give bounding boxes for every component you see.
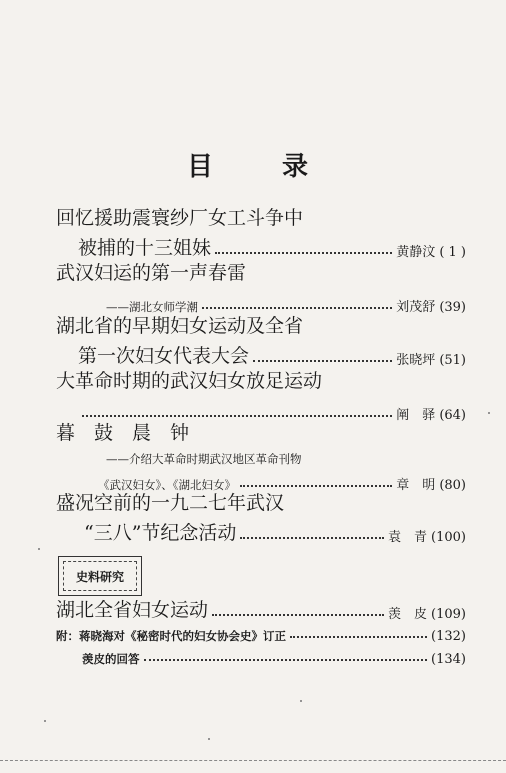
entry-title-cont: 被捕的十三姐妹: [78, 237, 212, 259]
section-heading-box: [58, 556, 142, 596]
dot-leader: [240, 537, 384, 539]
entry-author: 阐 驿: [396, 408, 436, 423]
entry-subtitle-2: 《武汉妇女》、《湖北妇女》: [98, 478, 236, 492]
entry-author: 黄静汶: [396, 245, 436, 260]
scan-speck: [488, 412, 490, 414]
entry-page: (51): [439, 353, 466, 368]
entry-author: 袁 青: [388, 530, 428, 545]
entry-line: [56, 643, 466, 667]
scan-edge: [0, 760, 506, 762]
dot-leader: [253, 360, 392, 362]
entry-author: 章 明: [396, 478, 436, 493]
entry-page: ( 1 ): [439, 245, 466, 260]
dot-leader: [215, 252, 392, 254]
entry-author: 张晓坪: [396, 353, 436, 368]
entry-page: (132): [431, 629, 466, 644]
entry-title: 武汉妇运的第一声春雷: [56, 262, 247, 284]
scan-speck: [44, 720, 46, 722]
entry-line: [56, 592, 466, 622]
scan-speck: [208, 738, 210, 740]
entry-title: 附：蒋晓海对《秘密时代的妇女协会史》订正: [56, 629, 286, 643]
entry-line: [56, 620, 466, 644]
entry-page: (80): [439, 478, 466, 493]
entry-subline: [56, 445, 466, 467]
toc-entry: [56, 485, 466, 545]
entry-title: 羡皮的回答: [82, 652, 140, 666]
entry-title: 大革命时期的武汉妇女放足运动: [56, 370, 323, 392]
scan-speck: [300, 700, 302, 702]
entry-subline: [56, 515, 466, 545]
scan-speck: [38, 548, 40, 550]
toc-entry: [56, 643, 466, 667]
toc-entry: [56, 620, 466, 644]
toc-entry: [56, 363, 466, 423]
entry-title: 湖北全省妇女运动: [56, 599, 209, 621]
entry-page: (39): [439, 300, 466, 315]
entry-subtitle: ——湖北女师学潮: [106, 300, 198, 314]
dot-leader: [290, 636, 427, 638]
entry-page: (64): [439, 408, 466, 423]
entry-title: 盛况空前的一九二七年武汉: [56, 492, 285, 514]
toc-entry: [56, 592, 466, 622]
entry-title: 回忆援助震寰纱厂女工斗争中: [56, 207, 304, 229]
entry-title-cont: “三八”节纪念活动: [84, 522, 237, 544]
toc-entry: [56, 255, 466, 315]
entry-title: 暮 鼓 晨 钟: [56, 422, 190, 444]
title-char-2: 录: [282, 152, 311, 182]
section-heading: 史料研究: [63, 561, 137, 591]
entry-page: (134): [431, 652, 466, 667]
dot-leader: [144, 659, 428, 661]
title-char-1: 目: [187, 152, 216, 182]
entry-page: (109): [431, 607, 466, 622]
toc-entry: [56, 415, 466, 493]
entry-page: (100): [431, 530, 466, 545]
dot-leader: [212, 614, 384, 616]
entry-subtitle: ——介绍大革命时期武汉地区革命刊物: [106, 452, 302, 466]
toc-entry: [56, 308, 466, 368]
entry-author: 刘茂舒: [396, 300, 436, 315]
entry-title: 湖北省的早期妇女运动及全省: [56, 315, 304, 337]
entry-title-cont: 第一次妇女代表大会: [78, 345, 250, 367]
entry-author: 羡 皮: [388, 607, 428, 622]
toc-entry: [56, 200, 466, 260]
